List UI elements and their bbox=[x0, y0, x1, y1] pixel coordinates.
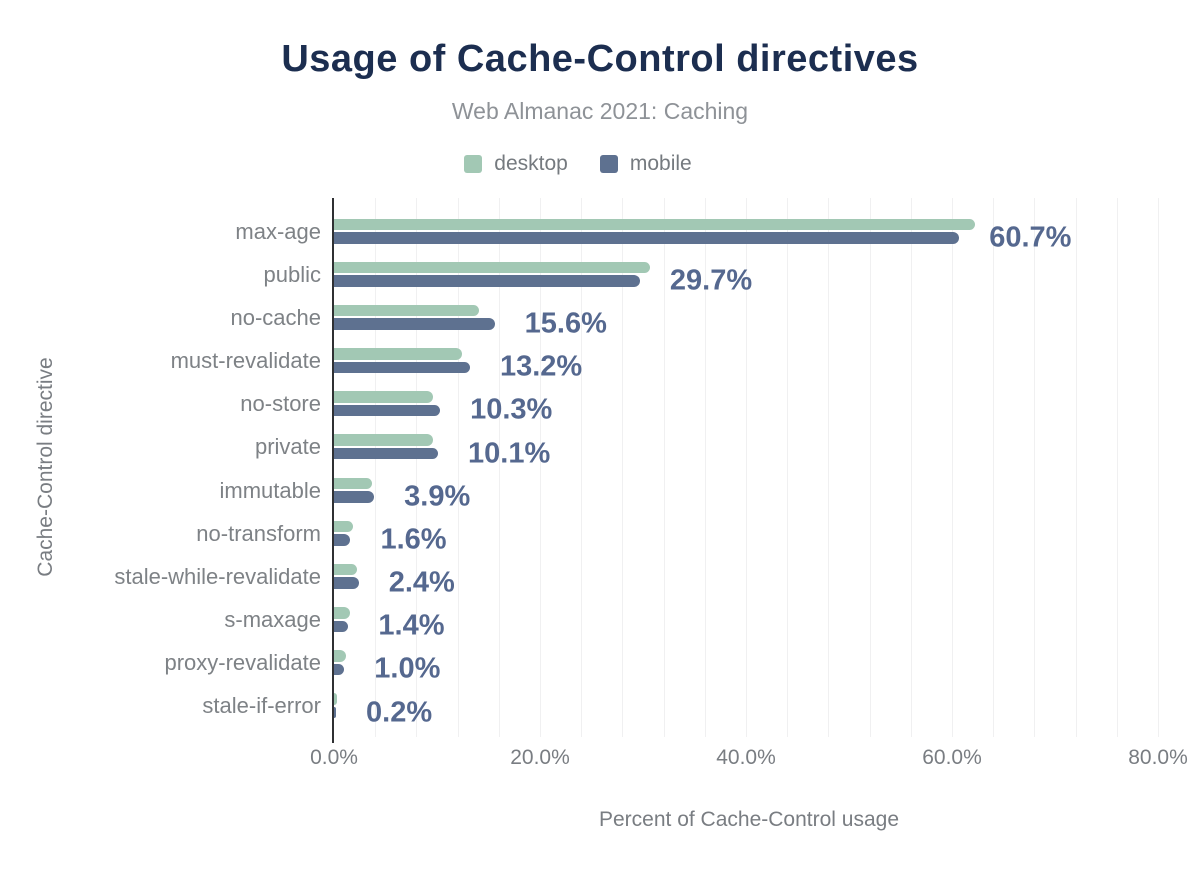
value-label: 1.4% bbox=[378, 609, 445, 642]
plot-area bbox=[114, 198, 1188, 769]
x-axis-tick-label: 20.0% bbox=[510, 746, 570, 769]
x-axis-tick-label: 80.0% bbox=[1128, 746, 1188, 769]
desktop-bar bbox=[334, 348, 462, 360]
x-axis-tick-label: 60.0% bbox=[922, 746, 982, 769]
bar-row-max-age bbox=[235, 210, 1164, 254]
mobile-bar bbox=[334, 318, 495, 330]
desktop-bar bbox=[334, 262, 650, 274]
desktop-bar bbox=[334, 564, 357, 576]
category-label: must-revalidate bbox=[170, 348, 321, 373]
mobile-bar bbox=[334, 491, 374, 503]
bar-row-private bbox=[254, 425, 1164, 470]
value-label: 0.2% bbox=[366, 696, 433, 729]
legend-label: desktop bbox=[494, 152, 568, 175]
mobile-bar bbox=[334, 362, 470, 374]
category-label: proxy-revalidate bbox=[164, 650, 321, 676]
bar-row-no-store bbox=[240, 382, 1164, 426]
desktop-bar bbox=[334, 305, 479, 317]
x-axis-title: Percent of Cache-Control usage bbox=[599, 808, 899, 831]
value-label: 29.7% bbox=[669, 264, 753, 297]
chart-legend bbox=[0, 152, 1178, 176]
value-label: 15.6% bbox=[524, 307, 607, 340]
mobile-bar bbox=[334, 664, 344, 676]
value-label: 13.2% bbox=[499, 350, 583, 383]
bar-row-no-transform bbox=[196, 512, 1164, 556]
x-axis-tick-label: 40.0% bbox=[716, 746, 776, 769]
mobile-bar bbox=[334, 275, 640, 287]
value-label: 3.9% bbox=[404, 480, 471, 513]
bar-row-s-maxage bbox=[224, 598, 1164, 642]
category-label: no-cache bbox=[230, 304, 321, 330]
chart-title: Usage of Cache-Control directives bbox=[281, 38, 919, 80]
category-label: no-transform bbox=[196, 520, 321, 546]
bar-row-immutable bbox=[219, 469, 1164, 513]
bar-row-must-revalidate bbox=[170, 339, 1164, 383]
desktop-bar bbox=[334, 434, 433, 446]
desktop-legend-swatch bbox=[464, 155, 482, 173]
category-label: stale-if-error bbox=[202, 693, 321, 719]
bar-row-proxy-revalidate bbox=[164, 641, 1164, 685]
bar-row-stale-while-revalidate bbox=[114, 555, 1164, 599]
category-label: stale-while-revalidate bbox=[114, 563, 321, 589]
mobile-bar bbox=[334, 405, 440, 417]
category-label: s-maxage bbox=[224, 607, 321, 633]
mobile-bar bbox=[334, 232, 959, 244]
mobile-bar bbox=[334, 707, 336, 719]
mobile-bar bbox=[334, 448, 438, 460]
category-label: immutable bbox=[219, 477, 321, 503]
legend-item-desktop[interactable] bbox=[464, 152, 568, 176]
desktop-bar bbox=[334, 391, 433, 403]
value-label: 10.3% bbox=[470, 393, 553, 426]
value-label: 60.7% bbox=[989, 221, 1072, 254]
value-label: 1.6% bbox=[380, 523, 447, 556]
bar-row-no-cache bbox=[230, 296, 1164, 340]
mobile-bar bbox=[334, 621, 348, 633]
legend-item-mobile[interactable] bbox=[600, 152, 692, 176]
chart-subtitle: Web Almanac 2021: Caching bbox=[451, 98, 749, 124]
mobile-bar bbox=[334, 577, 359, 589]
desktop-bar bbox=[334, 521, 353, 533]
value-label: 2.4% bbox=[388, 566, 455, 599]
category-label: private bbox=[254, 434, 321, 460]
desktop-bar bbox=[334, 219, 975, 231]
value-label: 10.1% bbox=[468, 437, 551, 470]
category-label: public bbox=[263, 261, 321, 287]
mobile-bar bbox=[334, 534, 350, 546]
category-label: max-age bbox=[235, 218, 321, 244]
bar-row-stale-if-error bbox=[202, 684, 1164, 729]
x-axis-tick-label: 0.0% bbox=[310, 746, 358, 769]
legend-label: mobile bbox=[629, 152, 692, 175]
y-axis-title: Cache-Control directive bbox=[34, 357, 57, 577]
value-label: 1.0% bbox=[374, 652, 441, 685]
desktop-bar bbox=[334, 478, 372, 490]
bar-row-public bbox=[263, 253, 1164, 297]
desktop-bar bbox=[334, 650, 346, 662]
desktop-bar bbox=[334, 693, 337, 705]
desktop-bar bbox=[334, 607, 350, 619]
mobile-legend-swatch bbox=[600, 155, 618, 173]
category-label: no-store bbox=[240, 391, 321, 417]
